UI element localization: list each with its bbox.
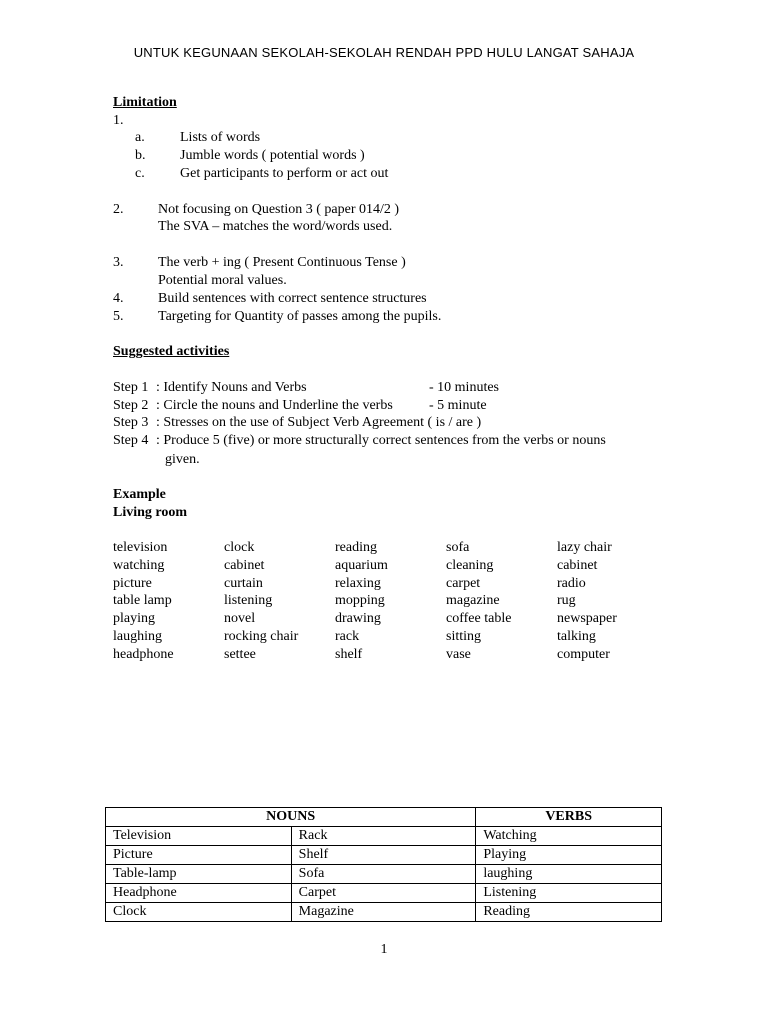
step-4-continuation: given. xyxy=(165,452,200,467)
table-cell: Headphone xyxy=(106,884,292,903)
word: rug xyxy=(557,593,576,609)
page-number: 1 xyxy=(380,942,388,957)
subitem-c-text: Get participants to perform or act out xyxy=(180,166,389,181)
table-cell: Watching xyxy=(476,827,662,846)
page-header: UNTUK KEGUNAAN SEKOLAH-SEKOLAH RENDAH PPD HULU LANGAT SAHAJA xyxy=(133,45,635,60)
step-4-text: : Produce 5 (five) or more structurally correct sentences from the verbs or nouns xyxy=(156,433,606,448)
subitem-b-text: Jumble words ( potential words ) xyxy=(180,148,365,163)
word-list-row xyxy=(113,592,668,610)
word: talking xyxy=(557,628,596,644)
limitation-item-3-line1: The verb + ing ( Present Continuous Tense ) xyxy=(158,255,406,270)
word-list-row xyxy=(113,539,668,557)
step-1-time: - 10 minutes xyxy=(429,380,499,395)
table-cell: laughing xyxy=(476,865,662,884)
word-list-row xyxy=(113,557,668,575)
nouns-column-header: NOUNS xyxy=(106,808,476,827)
table-cell: Television xyxy=(106,827,292,846)
table-cell: Playing xyxy=(476,846,662,865)
word: novel xyxy=(224,611,256,627)
word-list-row xyxy=(113,646,668,664)
table-cell: Shelf xyxy=(291,846,476,865)
word: computer xyxy=(557,646,610,662)
word: magazine xyxy=(446,593,500,609)
word-list-row xyxy=(113,610,668,628)
word: television xyxy=(113,540,168,555)
word: aquarium xyxy=(335,557,388,573)
word: laughing xyxy=(113,628,162,644)
step-2-time: - 5 minute xyxy=(429,398,487,413)
word: settee xyxy=(224,646,256,662)
table-cell: Rack xyxy=(291,827,476,846)
table-cell: Carpet xyxy=(291,884,476,903)
table-row xyxy=(106,903,662,922)
living-room-subheading: Living room xyxy=(113,505,188,520)
table-row xyxy=(106,865,662,884)
word: mopping xyxy=(335,593,385,609)
word: reading xyxy=(335,540,377,555)
step-2-text: : Circle the nouns and Underline the verbs xyxy=(156,398,393,413)
word: rack xyxy=(335,628,360,644)
subitem-a-text: Lists of words xyxy=(180,130,261,145)
table-cell: Table-lamp xyxy=(106,865,292,884)
verbs-column-header: VERBS xyxy=(476,808,662,827)
table-row xyxy=(106,884,662,903)
word: newspaper xyxy=(557,611,617,627)
word: curtain xyxy=(224,575,263,591)
subitem-b-letter: b. xyxy=(135,148,146,163)
limitation-item-1-number: 1. xyxy=(113,113,124,128)
subitem-c-letter: c. xyxy=(135,166,145,181)
table-row xyxy=(106,846,662,865)
word: lazy chair xyxy=(557,540,612,555)
step-3-label: Step 3 xyxy=(113,415,149,430)
step-1-label: Step 1 xyxy=(113,380,149,395)
word: drawing xyxy=(335,611,381,627)
word: cabinet xyxy=(557,557,598,573)
word: table lamp xyxy=(113,593,172,609)
limitation-item-3-number: 3. xyxy=(113,255,124,270)
word: playing xyxy=(113,611,155,627)
word: sitting xyxy=(446,628,482,644)
word: coffee table xyxy=(446,611,512,627)
step-2-label: Step 2 xyxy=(113,398,149,413)
word-list-row xyxy=(113,575,668,593)
word: shelf xyxy=(335,646,363,662)
subitem-a-letter: a. xyxy=(135,130,145,145)
word: carpet xyxy=(446,575,481,591)
word: listening xyxy=(224,593,273,609)
limitation-item-2-line2: The SVA – matches the word/words used. xyxy=(158,219,393,234)
table-cell: Picture xyxy=(106,846,292,865)
table-cell: Reading xyxy=(476,903,662,922)
table-cell: Listening xyxy=(476,884,662,903)
limitation-item-2-number: 2. xyxy=(113,202,124,217)
word: watching xyxy=(113,557,165,573)
table-cell: Sofa xyxy=(291,865,476,884)
limitation-item-5-number: 5. xyxy=(113,309,124,324)
word: clock xyxy=(224,540,255,555)
limitation-item-3-line2: Potential moral values. xyxy=(158,273,287,288)
limitation-item-4-text: Build sentences with correct sentence structures xyxy=(158,291,427,306)
step-3-text: : Stresses on the use of Subject Verb Agreement ( is / are ) xyxy=(156,415,482,430)
table-header-row xyxy=(106,808,662,827)
word: radio xyxy=(557,575,586,591)
word: headphone xyxy=(113,646,174,662)
word: sofa xyxy=(446,540,470,555)
suggested-activities-heading: Suggested activities xyxy=(113,344,230,359)
word: vase xyxy=(446,646,471,662)
limitation-item-5-text: Targeting for Quantity of passes among the pupils. xyxy=(158,309,442,324)
word-list-table xyxy=(113,539,668,664)
step-4-label: Step 4 xyxy=(113,433,149,448)
word: relaxing xyxy=(335,575,381,591)
table-cell: Magazine xyxy=(291,903,476,922)
limitation-item-2-line1: Not focusing on Question 3 ( paper 014/2 ) xyxy=(158,202,400,217)
word: cleaning xyxy=(446,557,494,573)
step-1-text: : Identify Nouns and Verbs xyxy=(156,380,307,395)
example-heading: Example xyxy=(113,487,166,502)
limitation-heading: Limitation xyxy=(113,95,177,110)
nouns-verbs-table xyxy=(105,807,662,922)
word: rocking chair xyxy=(224,628,299,644)
table-row xyxy=(106,827,662,846)
limitation-item-4-number: 4. xyxy=(113,291,124,306)
table-cell: Clock xyxy=(106,903,292,922)
word: picture xyxy=(113,575,152,591)
word-list-row xyxy=(113,628,668,646)
word: cabinet xyxy=(224,557,265,573)
